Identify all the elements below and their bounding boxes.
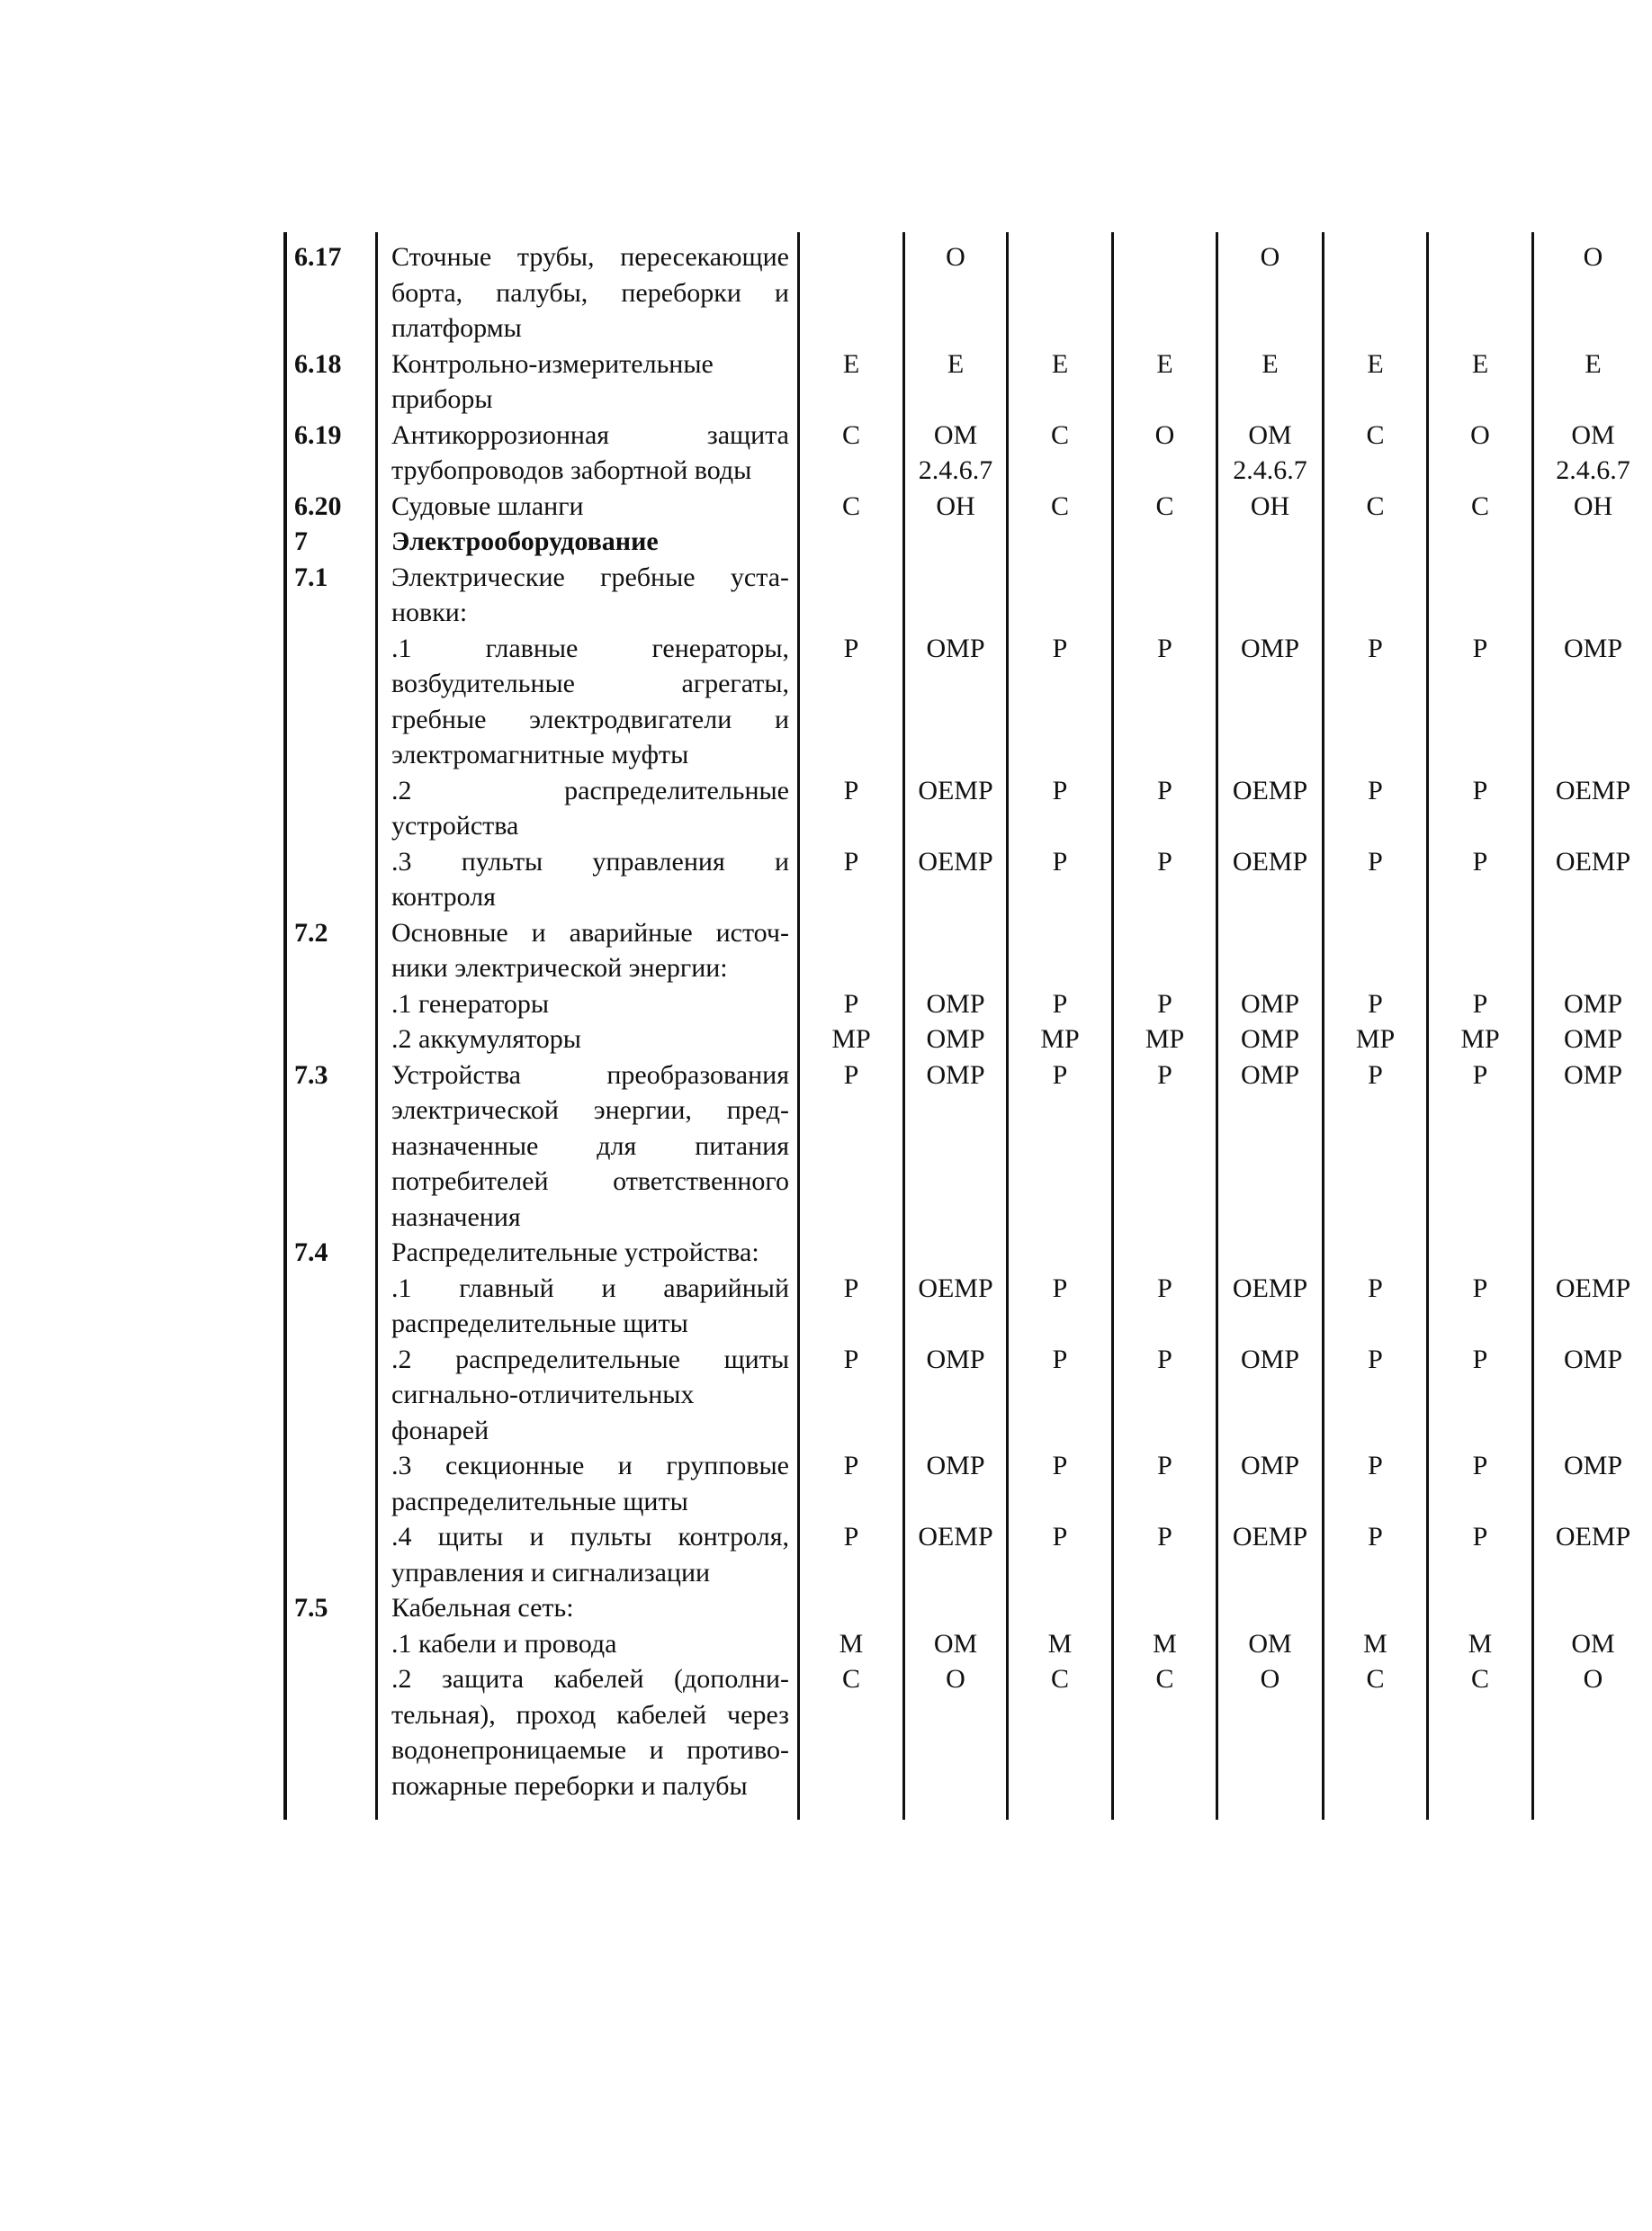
column-divider [283, 232, 287, 1820]
table-cell: Р [843, 1059, 859, 1090]
table-cell: Р [843, 988, 859, 1019]
table-cell: Р [843, 1451, 859, 1480]
table-cell: О [1260, 242, 1280, 272]
table-cell: ОЕМР [1232, 846, 1308, 877]
table-cell: С [1366, 1664, 1385, 1694]
row-description-line: Кабельная сеть: [391, 1593, 574, 1623]
table-cell: ОМР [1563, 1344, 1623, 1374]
row-description-line: Судовые шланги [391, 490, 584, 521]
table-cell: ОЕМР [918, 775, 993, 805]
row-description-line: устройства [391, 811, 519, 841]
row-number [294, 1661, 366, 1697]
table-cell: Р [843, 775, 859, 805]
survey-table [283, 232, 1652, 1820]
row-description-line: .2 распределительные щиты [391, 1344, 789, 1374]
table-cell: О [1583, 1664, 1603, 1694]
table-cell: Е [1051, 348, 1069, 379]
table-cell: МР [831, 1024, 871, 1054]
table-cell: Р [1052, 846, 1068, 877]
table-cell: 2.4.6.7 [918, 455, 993, 485]
table-cell: ОМР [1563, 1024, 1623, 1054]
table-cell: ОМР [1240, 1024, 1300, 1054]
table-cell: МР [1355, 1024, 1396, 1054]
row-description-line: .1 кабели и провода [391, 1628, 617, 1659]
table-cell: ОН [936, 490, 975, 521]
table-cell: О [946, 1664, 965, 1694]
table-cell: С [1050, 419, 1069, 450]
table-cell: С [1366, 490, 1385, 521]
table-cell: С [1155, 1664, 1174, 1694]
row-description-line: .1 главные генераторы, [391, 633, 789, 663]
row-description-line: ники электрической энергии: [391, 953, 728, 983]
table-cell: Р [1368, 1344, 1383, 1374]
row-description-line: .2 защита кабелей (дополни- [391, 1664, 789, 1694]
table-cell: Р [1157, 1451, 1172, 1480]
table-cell: 2.4.6.7 [1556, 455, 1630, 485]
row-description-line: Электрооборудование [391, 526, 659, 556]
table-cell: Р [1368, 988, 1383, 1019]
row-number [294, 773, 366, 809]
row-number [294, 1448, 366, 1484]
row-number [294, 844, 366, 880]
row-description-line: .4 щиты и пульты контроля, [391, 1522, 789, 1552]
row-description-line: Электрические гребные уста- [391, 562, 789, 592]
table-cell: Р [843, 633, 859, 663]
row-number [294, 986, 366, 1022]
table-cell: ОМР [926, 1451, 985, 1480]
row-description-line: Устройства преобразования [391, 1059, 789, 1090]
table-cell: ОМ [1248, 1628, 1292, 1659]
table-cell: Р [1157, 1059, 1172, 1090]
table-cell: ОМР [1240, 1344, 1300, 1374]
row-number: 7.2 [294, 917, 328, 948]
row-description-line: Контрольно-измерительные [391, 348, 714, 379]
table-cell: Р [1368, 846, 1383, 877]
table-cell: Р [1157, 988, 1172, 1019]
row-description-line: назначения [391, 1201, 521, 1232]
table-cell: Р [1052, 1451, 1068, 1480]
row-number: 7 [294, 526, 308, 556]
table-cell: ОН [1573, 490, 1613, 521]
row-description-line: сигнально-отличительных [391, 1380, 695, 1409]
table-cell: Р [1368, 633, 1383, 663]
table-cell: О [1154, 419, 1175, 450]
table-cell: Р [1052, 1522, 1068, 1552]
table-cell: Р [843, 1344, 859, 1374]
table-cell: Р [843, 846, 859, 877]
table-cell: ОМР [1240, 1059, 1300, 1090]
table-cell: Р [1368, 1522, 1383, 1552]
row-description-line: фонарей [391, 1415, 489, 1445]
table-cell: Р [843, 1273, 859, 1303]
table-cell: ОЕМР [1555, 1273, 1631, 1303]
table-cell: М [1363, 1628, 1387, 1659]
row-description-line: .3 секционные и групповые [391, 1451, 789, 1480]
row-description-line: .1 главный и аварийный [391, 1273, 789, 1303]
table-cell: ОЕМР [1232, 1522, 1308, 1552]
table-cell: С [841, 490, 860, 521]
row-number [294, 631, 366, 667]
row-description-line: пожарные переборки и палубы [391, 1770, 748, 1801]
row-description-line: распределительные щиты [391, 1486, 688, 1516]
table-cell: Р [1157, 1344, 1172, 1374]
row-number: 6.18 [294, 348, 342, 379]
table-cell: Р [1368, 1059, 1383, 1090]
table-cell: ОЕМР [1555, 846, 1631, 877]
table-cell: Р [1052, 775, 1068, 805]
table-cell: ОН [1250, 490, 1290, 521]
table-cell: Р [1472, 775, 1488, 805]
row-description-line: .2 аккумуляторы [391, 1024, 581, 1054]
table-cell: Р [1368, 1451, 1383, 1480]
row-description-line: .3 пульты управления и [391, 846, 789, 877]
table-cell: МР [1145, 1024, 1185, 1054]
row-number: 6.19 [294, 419, 342, 450]
row-description-line: электрической энергии, пред- [391, 1095, 789, 1125]
row-description-line: потребителей ответственного [391, 1166, 789, 1196]
table-cell: Р [1157, 633, 1172, 663]
table-cell: Р [1368, 775, 1383, 805]
row-description-line: трубопроводов забортной воды [391, 455, 752, 485]
table-cell: ОМР [1240, 633, 1300, 663]
row-description-line: распределительные щиты [391, 1309, 688, 1338]
table-cell: ОЕМР [918, 846, 993, 877]
row-number [294, 1626, 366, 1662]
row-description-line: Основные и аварийные источ- [391, 917, 789, 948]
table-cell: О [946, 242, 965, 272]
table-cell: ОМР [926, 1344, 985, 1374]
row-description-line: управления и сигнализации [391, 1557, 711, 1588]
table-cell: Р [1052, 988, 1068, 1019]
table-cell: Р [1472, 1059, 1488, 1090]
table-cell: М [1468, 1628, 1493, 1659]
table-cell: Р [1472, 988, 1488, 1019]
table-cell: Р [1472, 1344, 1488, 1374]
table-cell: ОМР [1563, 1059, 1623, 1090]
table-cell: Р [1472, 846, 1488, 877]
table-cell: ОМР [1563, 988, 1623, 1019]
table-cell: ОМР [926, 1059, 985, 1090]
row-description-line: приборы [391, 384, 493, 414]
table-cell: Р [1052, 1344, 1068, 1374]
row-number [294, 1342, 366, 1378]
table-cell: М [1153, 1628, 1177, 1659]
table-cell: ОМ [933, 1628, 978, 1659]
row-description-line: новки: [391, 598, 468, 627]
row-description-line: борта, палубы, переборки и [391, 277, 789, 308]
row-description-line: тельная), проход кабелей через [391, 1699, 789, 1730]
table-cell: ОЕМР [918, 1273, 993, 1303]
table-cell: ОЕМР [1555, 1522, 1631, 1552]
table-cell: Р [1472, 1522, 1488, 1552]
table-cell: О [1470, 419, 1490, 450]
table-cell: Р [1052, 633, 1068, 663]
table-cell: Р [1052, 1059, 1068, 1090]
column-divider [375, 232, 378, 1820]
row-description-line: гребные электродвигатели и [391, 704, 789, 734]
table-cell: ОМР [926, 633, 985, 663]
row-description-line: возбудительные агрегаты, [391, 669, 789, 698]
row-number: 6.17 [294, 242, 342, 272]
table-cell: С [1470, 1664, 1489, 1694]
table-cell: Р [1472, 633, 1488, 663]
row-number: 6.20 [294, 490, 342, 521]
table-cell: ОЕМР [1232, 775, 1308, 805]
row-description-line: .1 генераторы [391, 988, 550, 1019]
row-description-line: электромагнитные муфты [391, 740, 689, 769]
table-cell: С [1470, 490, 1489, 521]
table-cell: ОМ [1248, 419, 1292, 450]
row-description-line: Сточные трубы, пересекающие [391, 242, 789, 272]
table-cell: МР [1040, 1024, 1080, 1054]
row-number: 7.3 [294, 1059, 328, 1090]
table-cell: Р [1157, 1522, 1172, 1552]
table-cell: Р [1157, 846, 1172, 877]
table-cell: 2.4.6.7 [1233, 455, 1307, 485]
table-cell: ОМР [926, 988, 985, 1019]
table-cell: М [1047, 1628, 1073, 1659]
table-cell: ОМ [1571, 1628, 1615, 1659]
row-description-line: контроля [391, 882, 496, 912]
table-cell: О [1583, 242, 1603, 272]
table-cell: С [1050, 490, 1069, 521]
table-cell: ОЕМР [918, 1522, 993, 1552]
table-cell: ОМ [933, 419, 978, 450]
table-cell: О [1260, 1664, 1280, 1694]
table-cell: ОМР [1240, 1451, 1300, 1480]
table-cell: Е [1261, 348, 1279, 379]
table-cell: С [1366, 419, 1385, 450]
table-cell: С [1050, 1664, 1069, 1694]
row-description-line: .2 распределительные [391, 775, 789, 805]
table-cell: С [841, 1664, 860, 1694]
row-number [294, 1271, 366, 1307]
table-cell: Р [1157, 1273, 1172, 1303]
row-description-line: назначенные для питания [391, 1130, 789, 1161]
table-cell: Р [1472, 1273, 1488, 1303]
table-cell: Е [1585, 348, 1602, 379]
table-cell: Е [842, 348, 860, 379]
table-cell: Р [1052, 1273, 1068, 1303]
row-description-line: платформы [391, 313, 522, 343]
table-cell: ОМ [1571, 419, 1615, 450]
table-cell: ОМР [1563, 1451, 1623, 1480]
table-cell: ОЕМР [1555, 775, 1631, 805]
table-cell: Е [1471, 348, 1489, 379]
row-number: 7.4 [294, 1237, 328, 1267]
table-cell: Р [1472, 1451, 1488, 1480]
row-number [294, 1519, 366, 1555]
table-cell: Р [1157, 775, 1172, 805]
row-description-line: Распределительные устройства: [391, 1237, 759, 1267]
table-cell: С [1155, 490, 1174, 521]
table-cell: ОЕМР [1232, 1273, 1308, 1303]
row-description-line: Антикоррозионная защита [391, 419, 789, 450]
table-cell: МР [1460, 1024, 1500, 1054]
row-number [294, 1021, 366, 1057]
table-cell: Е [947, 348, 965, 379]
table-cell: С [841, 419, 860, 450]
row-number: 7.1 [294, 562, 328, 592]
table-cell: ОМР [1563, 633, 1623, 663]
table-cell: ОМР [926, 1024, 985, 1054]
row-number: 7.5 [294, 1593, 328, 1623]
table-cell: Е [1156, 348, 1173, 379]
table-cell: Р [843, 1522, 859, 1552]
row-description-line: водонепроницаемые и противо- [391, 1735, 789, 1765]
table-cell: ОМР [1240, 988, 1300, 1019]
table-cell: Р [1368, 1273, 1383, 1303]
table-cell: Е [1367, 348, 1384, 379]
table-cell: М [839, 1628, 864, 1659]
